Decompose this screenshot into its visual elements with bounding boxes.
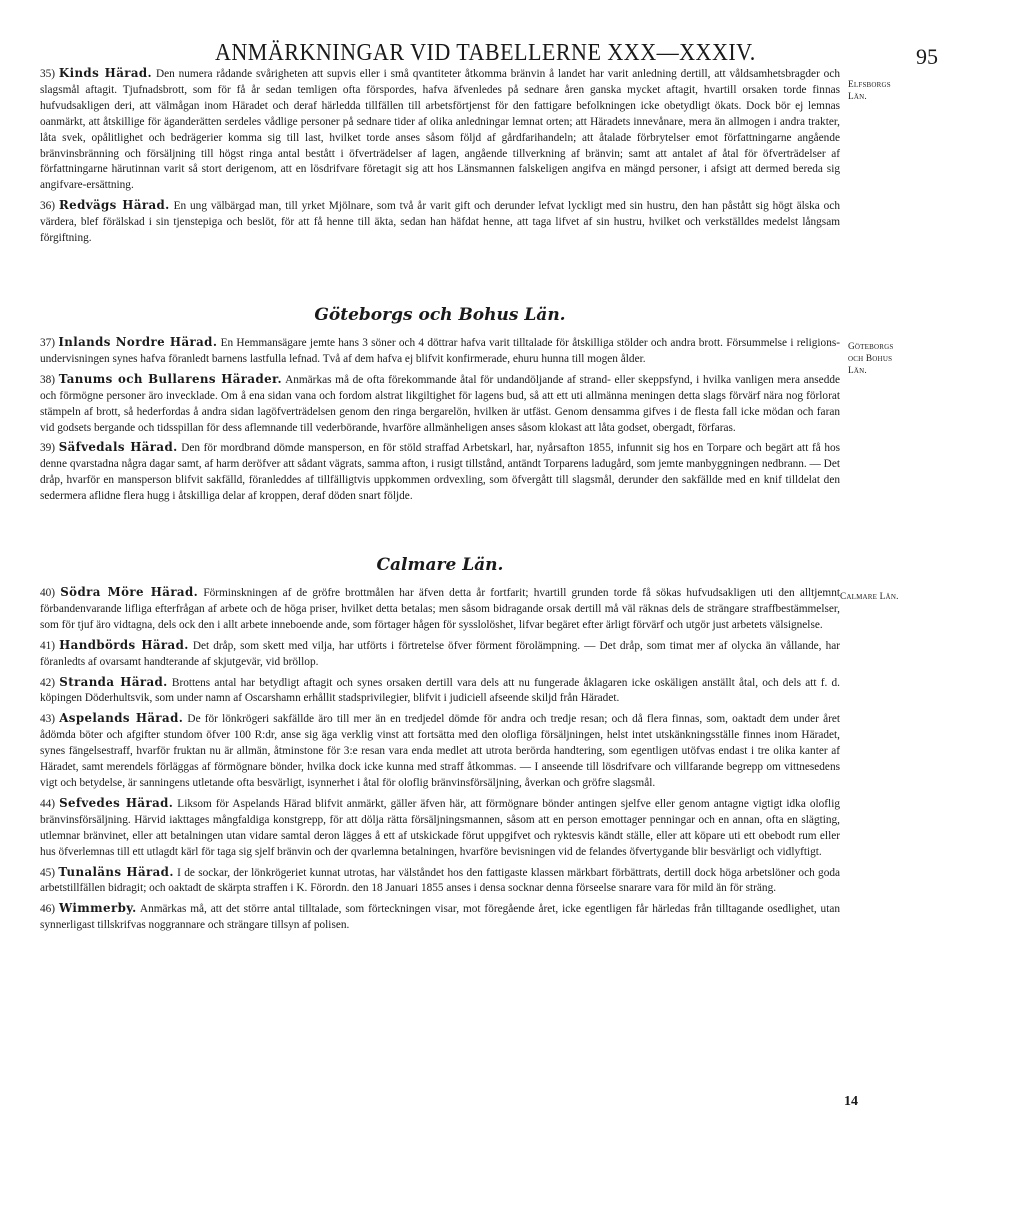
entry-text: De för lönkrögeri sakfällde äro till mer än en tredjedel dömde för andra och tredje resan; och då flera finnas, som, oaktadt dem under året ådömda böter och afgifter stundom öfver 100 R:dr, anse sig äga verklig vinst att fortsätta med den olofliga försäljningen, helst intet utskänkningsställe finnes inom Häradet, synes fängelsestraff, hvarför fruktan nu är allmän, åtminstone för 3:e resan vara enda medlet att utrota berörda handtering, som egentligen utöfvas endast i tre olika kanter af Häradet, samt merendels förläggas af förmögnare bönder, hvilka dock icke kunna med straff åtkommas. — I anseende till lösdrifvare och villfarande begrepp om vittnesedens vigt och betydelse, är sanningens utletande ofta besvärligt, isynnerhet i åtal för oloflig bränvinsförsäljning, åverkan och gröfre slagsmål. bbox=[40, 713, 841, 789]
district-name: Säfvedals Härad. bbox=[58, 440, 178, 455]
page-number: 95 bbox=[916, 44, 938, 69]
entry-39 bbox=[40, 440, 840, 505]
entry-45 bbox=[40, 865, 840, 898]
entry-text: Den numera rådande svårigheten att supvis eller i små qvantiteter åtkomma bränvin å landet har varit anledning dertill, att våldsamhetsbragder och slagsmål aftagit. Tjufnadsbrott, som för få år sedan temligen ofta förspordes, hafva äfvenledes på sednare åren ganska mycket aftagit, hvartill orsaken torde finnas hufvudsakligen deri, att välmågan inom Häradet och deraf härledda tillfällen till arbetsförtjenst för den fattigare befolkningen icke obetydligt ökats. Dock bör ej lemnas oanmärkt, att åtskillige för äganderätten serdeles vådlige personer på sednare tider af olika anledningar lemnat orten; att Häradets innevånare, mera än allmogen i andra trakter, låta svek, opålitlighet och bedrägerier komma sig till last, hvilket torde anses såsom följd af gårdfarihandeln; att åtalade förbrytelser emot författningarne angående bränvinsbränning och försäljning till högst ringa antal bestått i öfverträdelser af lagen, angående tillverkning af bränvin; samt att antalet af åtal för öfverträdelser af författningarne härutinnan varit så stort derigenom, att en lösdrifvare företagit sig att hos Länsmannen falskeligen angifva en mängd personer, i afsigt att dermed bereda sig angifvare-ersättning. bbox=[40, 68, 840, 192]
margin-note: Calmare Län. bbox=[840, 592, 899, 603]
entry-text: Anmärkas må de ofta förekommande åtal för undandöljande af strand- eller skeppsfynd, i hvilka vanligen mera ansedde och förmögne personer äro invecklade. Om å ena sidan vana och fordom alstrat likgiltighet för lagens bud, så att ett uti allmänna meningen detta slags förvärf nära nog förlorat stämpeln af brott, så hederfordas å andra sidan lagöfverträdelsen genom den ringa bergarelön, hvilken är utfäst. Genom densamma gifves i de flesta fall icke mödan och faran vid godsets bergande och tidsspillan för dess aflemnande till vederbörande, hvarföre allmänheligen anses såsom klokast att låta godset, obergadt, förfaras. bbox=[40, 373, 840, 434]
margin-note: Elfsborgs Län. bbox=[848, 80, 891, 102]
section-elfsborgs bbox=[40, 66, 891, 247]
entry-text: Brottens antal har betydligt aftagit och synes orsaken dertill vara dels att nu fungerade åklagaren icke oskäligen anställt åtal, och dels att f. d. köpingen Döderhultsvik, som under namn af Oscarshamn erhållit stadsprivilegier, blifvit i judiciell afseende skiljd från Häradet. bbox=[40, 676, 840, 705]
district-name: Södra Möre Härad. bbox=[60, 585, 199, 600]
entry-number: 44) bbox=[40, 797, 56, 810]
entry-35 bbox=[40, 66, 840, 194]
section-calmare bbox=[40, 555, 899, 934]
entry-44 bbox=[40, 796, 840, 861]
district-name: Redvägs Härad. bbox=[58, 198, 170, 213]
running-title: ANMÄRKNINGAR VID TABELLERNE XXX—XXXIV. bbox=[215, 40, 756, 66]
district-name: Aspelands Härad. bbox=[59, 711, 184, 726]
entry-text: Anmärkas må, att det större antal tilltalade, som förteckningen visar, mot föregående året, icke egentligen får härledas från tilltagande osedlighet, utan synnerligast tillskrifvas noggrannare och strängare tillsyn af polisen. bbox=[40, 903, 841, 932]
district-name: Stranda Härad. bbox=[59, 674, 168, 689]
entry-number: 42) bbox=[40, 676, 56, 689]
margin-note: Göteborgs och Bohus Län. bbox=[848, 341, 894, 376]
signature-mark: 14 bbox=[844, 1094, 858, 1109]
entry-number: 43) bbox=[40, 713, 56, 726]
entry-text: Liksom för Aspelands Härad blifvit anmärkt, gäller äfven här, att förmögnare bönder antingen sjelfve eller genom antagne vigtigt idka oloflig bränvinsförsäljning. Härvid iakttages mångfaldiga konstgrepp, för att dölja rätta försäljningsmannen, såsom att en person emottager penningar och en annan, ofta en slägting, utlemnar bränvinet, eller att betalningen utan vidare samtal deron lägges å ett af utskickade förut uppgifvet och ryktesvis kändt ställe, eller att köpare uti ett obebodt rum eller hus öfverlemnas till ett utlagdt kärl för taga sig sjelf bränvin och der qvarlemna betalningen, hvarföre bevisningen vid de felandes öfvertygande blir besvärligt och vidlyftigt. bbox=[40, 797, 840, 858]
entry-text: Förminskningen af de gröfre brottmålen har äfven detta år fortfarit; hvartill grunden torde få sökas hufvudsakligen uti den alltjemnt förbandenvarande lifliga efterfrågan af arbete och de höga priser, hvilket detta betalas; men såsom bidragande orsak dertill må väl räknas dels de strängare straffbestämmelser, som för tjuf äro vidtagna, dels ock den i allt arbete inneboende ande, som förtager hågen för sysslolöshet, lifvar begäret efter ärligt förvärf och utgör just arbetets välsignelse. bbox=[40, 587, 840, 631]
section-heading: Calmare Län. bbox=[376, 555, 504, 576]
entry-number: 45) bbox=[40, 866, 56, 879]
entry-text: I de sockar, der lönkrögeriet kunnat utrotas, har välståndet hos den fattigaste klassen märkbart förbättrats, dertill dock höga arbetslöner och goda arbetstillfällen bidragit; och oaktadt de skärpta straffen i K. Förordn. den 18 Januari 1855 anses i densa socknar denna förseelse snarare vara för mild än för sträng. bbox=[40, 866, 841, 895]
entry-42 bbox=[40, 675, 840, 708]
entry-38 bbox=[40, 372, 840, 437]
entry-text: En Hemmansägare jemte hans 3 söner och 4 döttrar hafva varit tilltalade för åtskilliga stölder och andra brott. Försummelse i religions-undervisningen synes hafva föranledt barnens lastfulla lefnad. Två af dem hafva ej blifvit konfirmerade, ehuru hunna till mogen ålder. bbox=[40, 336, 841, 365]
entry-number: 37) bbox=[40, 336, 56, 349]
entry-41 bbox=[40, 638, 840, 671]
entry-43 bbox=[40, 711, 840, 792]
district-name: Wimmerby. bbox=[58, 901, 137, 916]
text-column bbox=[40, 66, 899, 934]
district-name: Handbörds Härad. bbox=[59, 637, 189, 652]
section-goteborgs bbox=[40, 304, 894, 505]
entry-number: 46) bbox=[40, 903, 56, 916]
entry-number: 35) bbox=[40, 68, 56, 80]
district-name: Inlands Nordre Härad. bbox=[58, 334, 218, 349]
entry-text: Det dråp, som skett med vilja, har utförts i förtretelse öfver förment förolämpning. — Det dråp, som timat mer af olycka än vållande, har föranledts af ovarsamt handterande af skjutgevär, vid bröllop. bbox=[40, 639, 840, 668]
entry-36 bbox=[40, 198, 840, 247]
entry-text: Den för mordbrand dömde mansperson, en för stöld straffad Arbetskarl, har, nyårsafton 1855, infunnit sig hos en Torpare och begärt att få hos denne qvarstadna några dagar samt, af harm deröfver att sådant vägrats, samma afton, i rusigt tillstånd, antändt Torparens ladugård, som jemte manbyggningen nedbrann. — Det dråp, hvarför en mansperson blifvit sakfälld, föranleddes af tillfälligtvis uppkommen ordvexling, som öfvergått till slagsmål, derunder den sakfällde med en knif tilldelat den sedermera aflidne flera hugg i åtskilliga delar af kroppen, deraf döden snart följde. bbox=[40, 442, 841, 503]
entry-text: En ung välbärgad man, till yrket Mjölnare, som två år varit gift och derunder lefvat lyckligt med sin hustru, den han påstått sig högt älska och värdera, blef förälskad i sin tjenstepiga och beslöt, för att få henne till äkta, sedan han häfdat henne, att taga lifvet af sin hustru, hvilket och verkställdes medelst långsam förgiftning. bbox=[40, 200, 840, 245]
entry-number: 39) bbox=[40, 442, 56, 455]
entry-40 bbox=[40, 585, 840, 634]
entry-46 bbox=[40, 901, 840, 934]
entry-number: 40) bbox=[40, 587, 56, 600]
district-name: Tunaläns Härad. bbox=[58, 864, 174, 879]
entry-number: 36) bbox=[40, 200, 56, 213]
district-name: Tanums och Bullarens Härader. bbox=[58, 371, 283, 386]
district-name: Kinds Härad. bbox=[58, 66, 153, 80]
district-name: Sefvedes Härad. bbox=[59, 795, 174, 810]
entry-number: 38) bbox=[40, 373, 56, 386]
section-heading: Göteborgs och Bohus Län. bbox=[314, 304, 566, 325]
entry-number: 41) bbox=[40, 639, 56, 652]
entry-37 bbox=[40, 335, 840, 368]
